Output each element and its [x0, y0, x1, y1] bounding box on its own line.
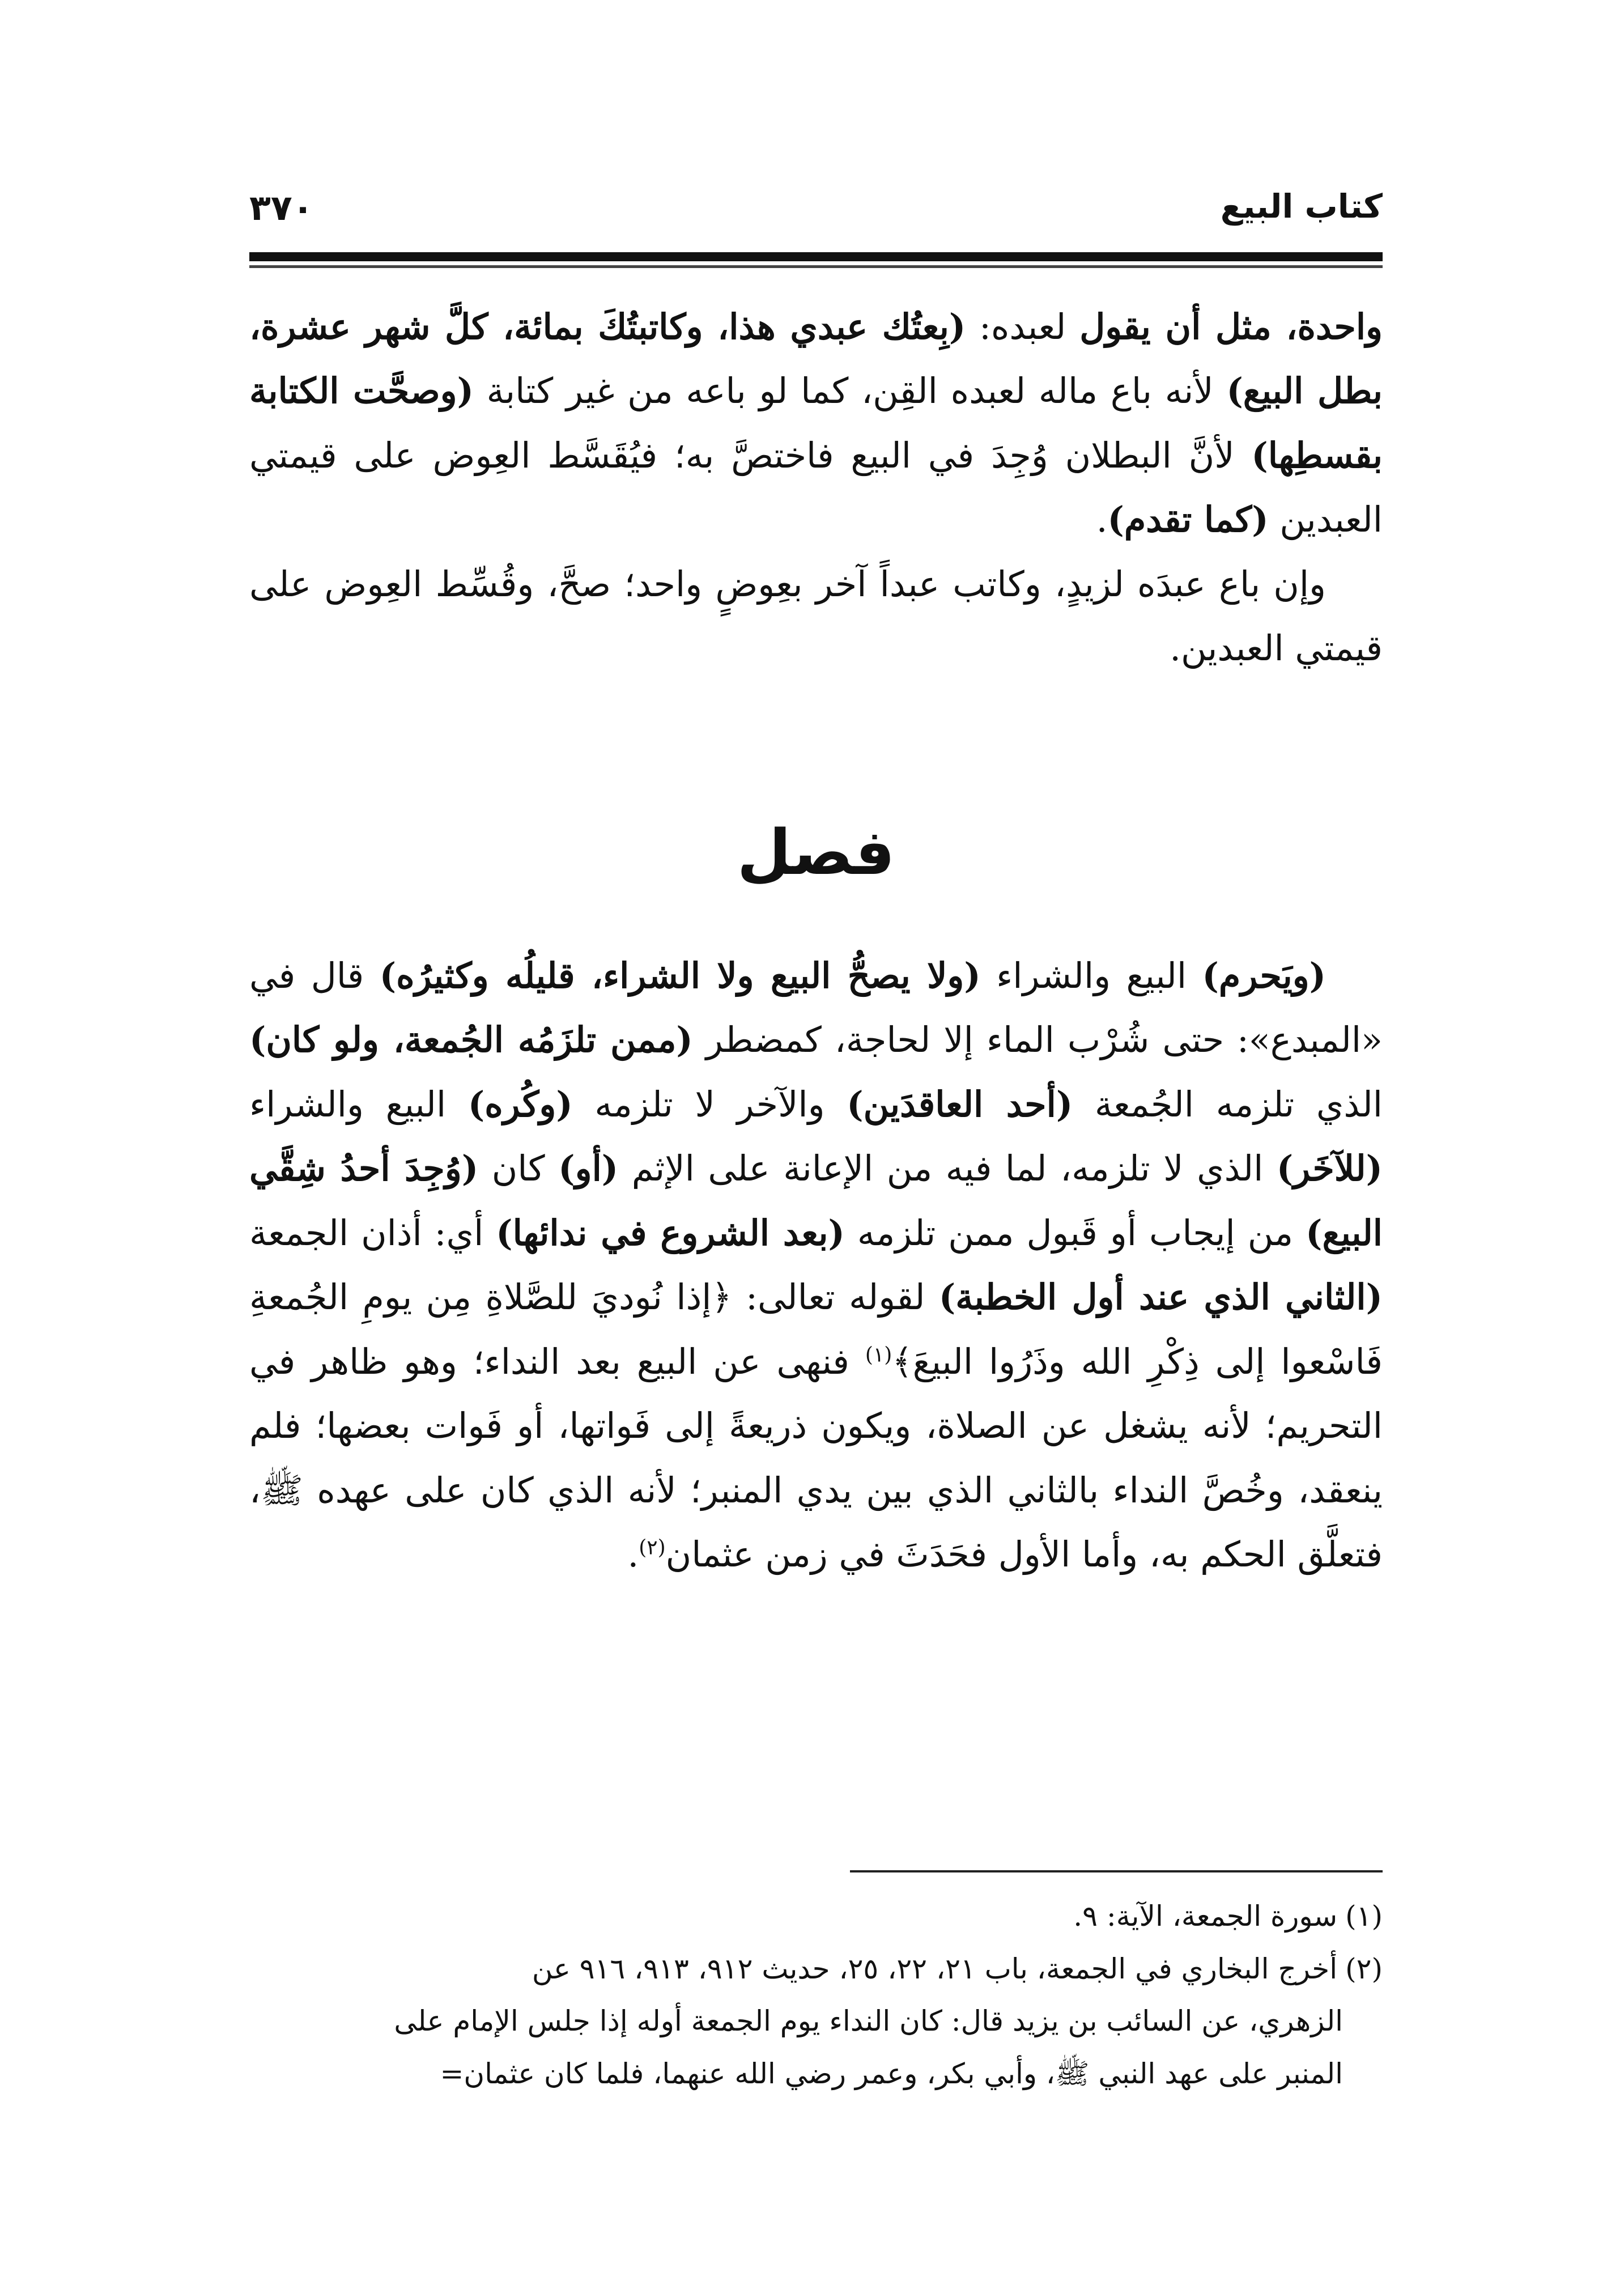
footnote-2-line-3: المنبر على عهد النبي ﷺ، وأبي بكر، وعمر رضي الله عنهما، فلما كان عثمان=	[440, 2057, 1343, 2090]
bold-run: (كما تقدم)	[1107, 499, 1269, 541]
footnote-ref-1[interactable]: (١)	[865, 1343, 892, 1367]
paragraph-2: وإن باع عبدَه لزيدٍ، وكاتب عبداً آخر بعِوضٍ واحد؛ صحَّ، وقُسِّط العِوض على قيمتي العبدين.	[249, 563, 1383, 669]
bold-run: (ويَحرم)	[1202, 955, 1326, 996]
footnote-2	[249, 1946, 1383, 1993]
running-title: كتاب البيع	[1220, 187, 1383, 226]
text-run: لعبده:	[966, 306, 1080, 347]
footnote-1	[249, 1893, 1383, 1940]
bold-run: واحدة، مثل أن يقول	[1079, 306, 1383, 347]
text-run: والآخر لا تلزمه	[572, 1083, 847, 1125]
bold-run: (وكُره)	[467, 1083, 573, 1125]
text-run: لأنَّ البطلان وُجِدَ في البيع فاختصَّ به؛ فيُقَسَّط العِوض على قيمتي العبدين	[249, 434, 1383, 541]
header-rule-thin	[249, 265, 1383, 268]
text-run: فنهى عن البيع بعد النداء؛ وهو ظاهر في التحريم؛ لأنه يشغل عن الصلاة، ويكون ذريعةً إلى فَواتها، أو فَوات بعضها؛ فلم ينعقد، وخُصَّ النداء بالثاني الذي بين يدي المنبر؛ لأنه الذي كان على عهده ﷺ، فتعلَّق الحكم به، وأما الأول فحَدَثَ في زمن عثمان	[249, 1340, 1383, 1576]
text-run: أي: أذان الجمعة	[249, 1212, 496, 1254]
bold-run: (وُجِدَ أحدُ شِقَّي البيع)	[249, 1148, 1383, 1254]
bold-run: (ممن تلزَمُه الجُمعة، ولو كان)	[249, 1019, 693, 1061]
paragraph-1	[249, 295, 1383, 552]
text-run: .	[627, 1534, 639, 1576]
bold-run: (للآخَر)	[1276, 1148, 1383, 1190]
text-run: البيع والشراء	[249, 1083, 468, 1125]
header-rule-thick	[249, 252, 1383, 261]
text-block-1	[249, 295, 1383, 681]
text-run: لأنه باع ماله لعبده القِن، كما لو باعه من غير كتابة	[473, 370, 1227, 412]
text-run: .	[1096, 499, 1108, 541]
footnote-text: سورة الجمعة، الآية: ٩.	[1073, 1900, 1338, 1933]
bold-run: (الثاني الذي عند أول الخطبة)	[938, 1276, 1383, 1318]
footnote-ref-2[interactable]: (٢)	[639, 1536, 666, 1560]
page-number: ٣٧٠	[249, 187, 314, 228]
paragraph-3	[249, 944, 1383, 1587]
footnotes	[249, 1893, 1383, 2103]
footnote-separator	[850, 1870, 1383, 1872]
bold-run: (أحد العاقدَين)	[847, 1083, 1073, 1125]
footnote-number: (٢)	[1345, 1952, 1383, 1985]
text-run: الذي تلزمه الجُمعة	[1073, 1083, 1383, 1125]
page-header	[249, 187, 1383, 238]
text-run: البيع والشراء	[980, 955, 1202, 996]
text-run: من إيجاب أو قَبول ممن تلزمه	[844, 1212, 1306, 1254]
footnote-text-line: أخرج البخاري في الجمعة، باب ٢١، ٢٢، ٢٥، حديث ٩١٢، ٩١٣، ٩١٦ عن	[532, 1952, 1338, 1985]
bold-run: (بعد الشروع في ندائها)	[496, 1212, 845, 1254]
bold-run: (ولا يصحُّ البيع ولا الشراء، قليلُه وكثيرُه)	[379, 955, 981, 996]
page-content	[249, 0, 1383, 2293]
text-run: قال في «المبدع»: حتى شُرْب الماء إلا لحاجة، كمضطر	[249, 955, 1383, 1061]
bold-run: (بِعتُك عبدي هذا، وكاتبتُكَ بمائة، كلَّ شهر عشرة، بطل البيع)	[249, 306, 1383, 412]
footnote-2-line-2: الزهري، عن السائب بن يزيد قال: كان النداء يوم الجمعة أوله إذا جلس الإمام على	[394, 2005, 1343, 2037]
section-title: فصل	[737, 816, 895, 889]
text-block-2	[249, 944, 1383, 1587]
footnote-number: (١)	[1345, 1900, 1383, 1933]
quran-quote-run: لقوله تعالى: ﴿إذا نُوديَ للصَّلاةِ مِن يومِ الجُمعةِ فَاسْعوا إلى ذِكْرِ الله وذَرُوا البيعَ﴾	[249, 1276, 1383, 1382]
bold-run: (أو)	[558, 1148, 619, 1190]
text-run: الذي لا تلزمه، لما فيه من الإعانة على الإثم	[618, 1148, 1277, 1190]
text-run: كان	[478, 1148, 559, 1190]
bold-run: (وصحَّت الكتابة بقسطِها)	[249, 370, 1383, 476]
